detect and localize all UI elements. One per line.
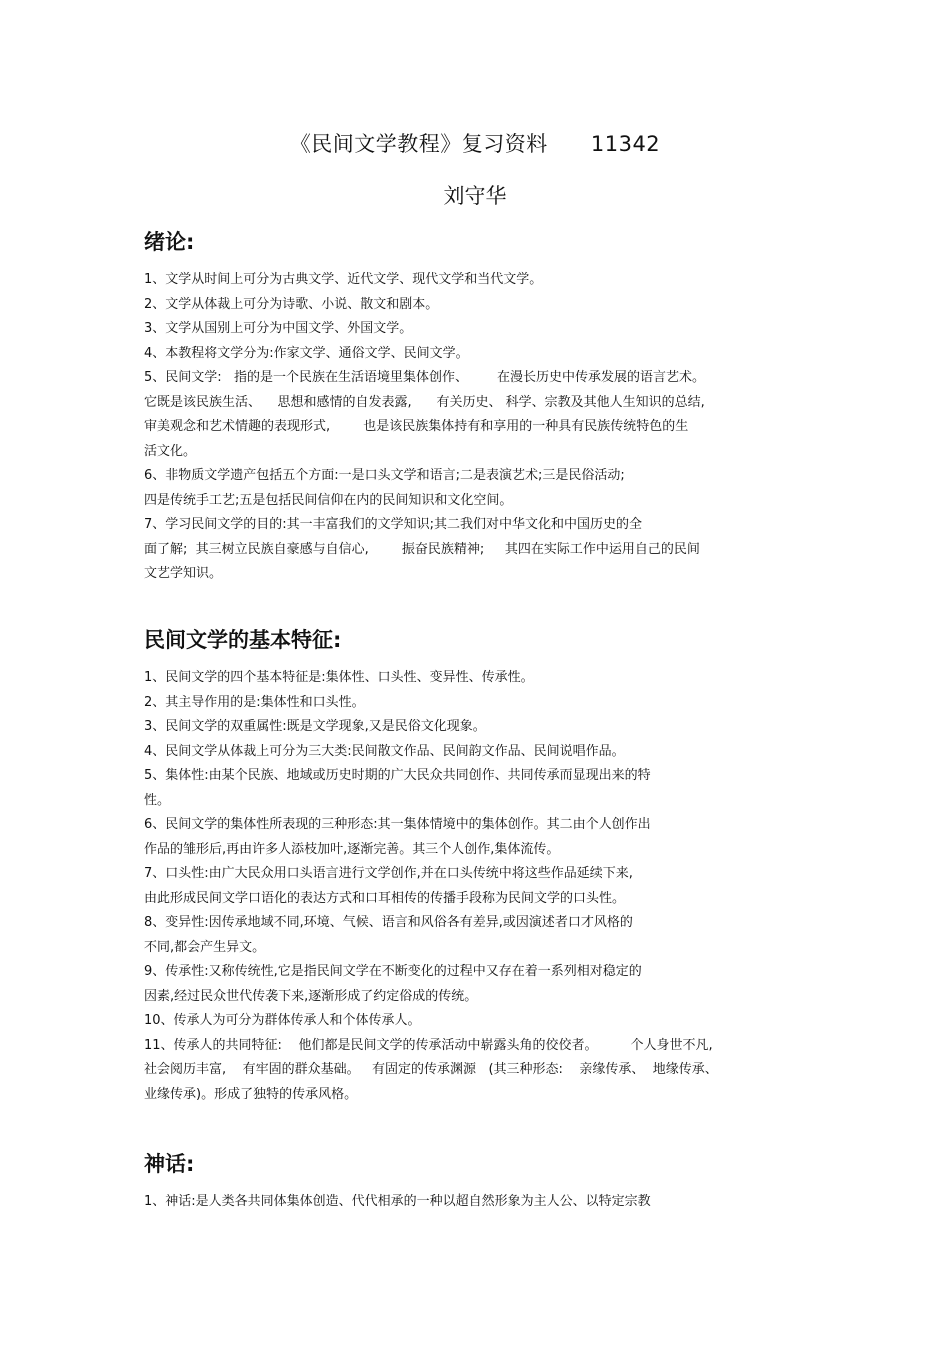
list-item — [144, 862, 824, 911]
list-item — [144, 691, 824, 716]
list-item-line: 3、文学从国别上可分为中国文学、外国文学。 — [144, 321, 413, 336]
list-item — [144, 317, 824, 342]
section-basic-features — [144, 626, 824, 1107]
list-item-line: 由此形成民间文学口语化的表达方式和口耳相传的传播手段称为民间文学的口头性。 — [144, 890, 626, 906]
list-item — [144, 1190, 824, 1215]
list-item-line: 不同,都会产生异文。 — [144, 939, 266, 955]
list-item-line: 6、非物质文学遗产包括五个方面:一是口头文学和语言;二是表演艺术;三是民俗活动; — [144, 468, 625, 483]
list-item — [144, 342, 824, 367]
list-item — [144, 740, 824, 765]
list-item-line: 2、文学从体裁上可分为诗歌、小说、散文和剧本。 — [144, 296, 439, 312]
section-myth — [144, 1150, 824, 1215]
section-items — [144, 666, 824, 1107]
section-heading: 绪论: — [144, 230, 195, 254]
list-item-line: 业缘传承)。形成了独特的传承风格。 — [144, 1086, 358, 1102]
author-name: 刘守华 — [443, 184, 507, 208]
list-item-line: 性。 — [144, 792, 171, 808]
list-item-line: 1、神话:是人类各共同体集体创造、代代相承的一种以超自然形象为主人公、以特定宗教 — [144, 1194, 651, 1209]
list-item-line: 8、变异性:因传承地域不同,环境、气候、语言和风俗各有差异,或因演述者口才风格的 — [144, 915, 633, 930]
section-items — [144, 1190, 824, 1215]
list-item-line: 5、集体性:由某个民族、地域或历史时期的广大民众共同创作、共同传承而显现出来的特 — [144, 768, 651, 783]
list-item-line: 10、传承人为可分为群体传承人和个体传承人。 — [144, 1013, 421, 1028]
list-item-line: 面了解; 其三树立民族自豪感与自信心, 振奋民族精神; 其四在实际工作中运用自己的民间 — [144, 541, 700, 557]
list-item — [144, 960, 824, 1009]
list-item — [144, 715, 824, 740]
list-item-line: 4、民间文学从体裁上可分为三大类:民间散文作品、民间韵文作品、民间说唱作品。 — [144, 743, 625, 759]
list-item-line: 2、其主导作用的是:集体性和口头性。 — [144, 694, 365, 710]
list-item-line: 社会阅历丰富, 有牢固的群众基础。 有固定的传承渊源 (其三种形态: 亲缘传承、 地缘传承、 — [144, 1062, 718, 1077]
list-item-line: 它既是该民族生活、 思想和感情的自发表露, 有关历史、 科学、宗教及其他人生知识的总结, — [144, 394, 705, 410]
list-item-line: 因素,经过民众世代传袭下来,逐渐形成了约定俗成的传统。 — [144, 988, 478, 1004]
list-item — [144, 764, 824, 813]
list-item — [144, 911, 824, 960]
list-item-line: 作品的雏形后,再由许多人添枝加叶,逐渐完善。其三个人创作,集体流传。 — [144, 841, 560, 857]
list-item-line: 9、传承性:又称传统性,它是指民间文学在不断变化的过程中又存在着一系列相对稳定的 — [144, 964, 642, 979]
list-item — [144, 813, 824, 862]
section-heading: 神话: — [144, 1152, 195, 1176]
list-item — [144, 666, 824, 691]
list-item-line: 4、本教程将文学分为:作家文学、通俗文学、民间文学。 — [144, 345, 469, 361]
list-item — [144, 1009, 824, 1034]
document-title: 《民间文学教程》复习资料 11342 — [289, 132, 661, 156]
list-item-line: 7、学习民间文学的目的:其一丰富我们的文学知识;其二我们对中华文化和中国历史的全 — [144, 517, 643, 532]
list-item-line: 3、民间文学的双重属性:既是文学现象,又是民俗文化现象。 — [144, 719, 486, 734]
section-introduction — [144, 228, 824, 587]
list-item-line: 7、口头性:由广大民众用口头语言进行文学创作,并在口头传统中将这些作品延续下来, — [144, 866, 633, 881]
list-item-line: 审美观念和艺术情趣的表现形式, 也是该民族集体持有和享用的一种具有民族传统特色的生 — [144, 419, 689, 434]
list-item — [144, 464, 824, 513]
list-item — [144, 366, 824, 464]
list-item-line: 活文化。 — [144, 443, 197, 459]
list-item-line: 1、文学从时间上可分为古典文学、近代文学、现代文学和当代文学。 — [144, 272, 543, 287]
section-items — [144, 268, 824, 587]
list-item-line: 11、传承人的共同特征: 他们都是民间文学的传承活动中崭露头角的佼佼者。 个人身世不凡, — [144, 1037, 713, 1053]
list-item-line: 6、民间文学的集体性所表现的三种形态:其一集体情境中的集体创作。其二由个人创作出 — [144, 817, 651, 832]
list-item-line: 5、民间文学: 指的是一个民族在生活语境里集体创作、 在漫长历史中传承发展的语言艺术。 — [144, 370, 705, 385]
list-item-line: 四是传统手工艺;五是包括民间信仰在内的民间知识和文化空间。 — [144, 492, 513, 508]
list-item-line: 文艺学知识。 — [144, 566, 223, 581]
list-item — [144, 293, 824, 318]
list-item-line: 1、民间文学的四个基本特征是:集体性、口头性、变异性、传承性。 — [144, 670, 534, 685]
list-item — [144, 513, 824, 587]
list-item — [144, 268, 824, 293]
list-item — [144, 1034, 824, 1108]
section-heading: 民间文学的基本特征: — [144, 628, 342, 652]
